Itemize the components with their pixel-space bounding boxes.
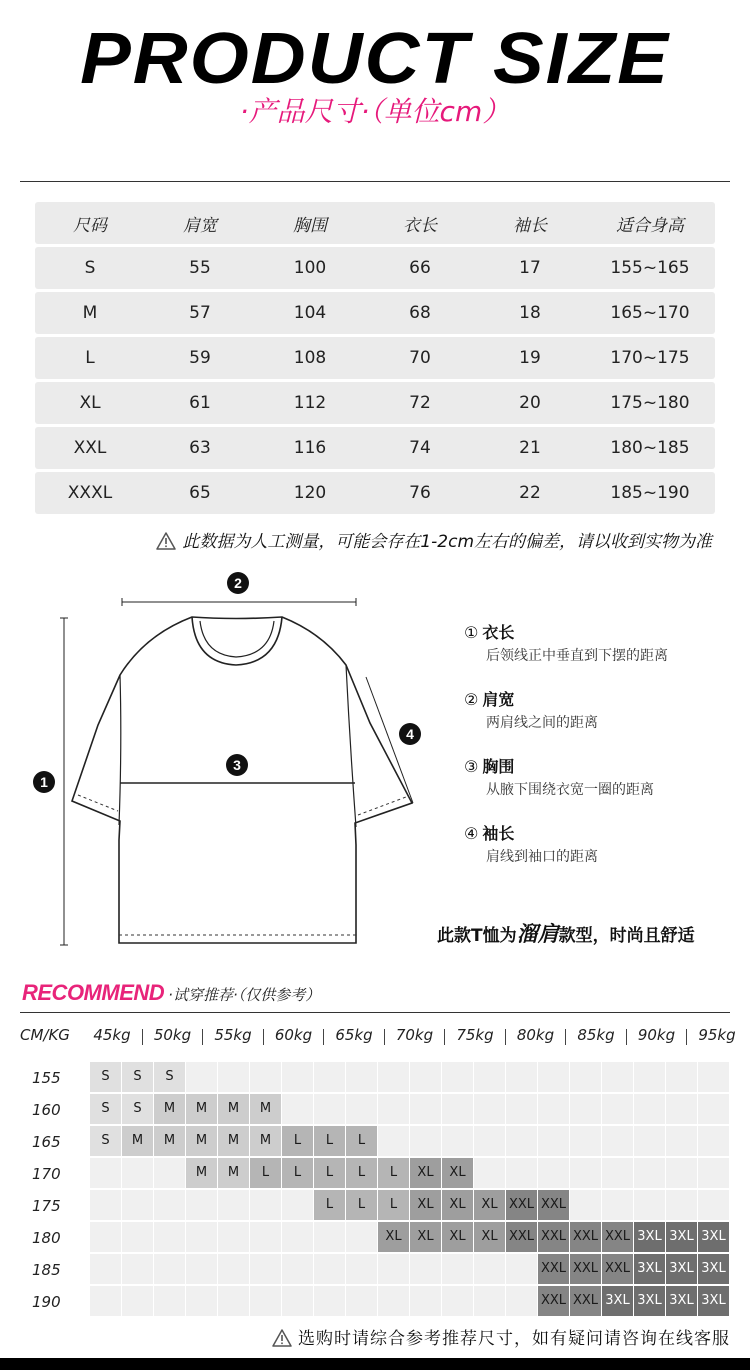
table-cell: 120 bbox=[293, 483, 327, 503]
weight-label: 60kg bbox=[274, 1026, 313, 1044]
grid-cell: XL bbox=[410, 1222, 441, 1252]
svg-text:1: 1 bbox=[40, 774, 48, 790]
grid-cell bbox=[698, 1094, 729, 1124]
table-cell: 65 bbox=[189, 483, 211, 503]
grid-row bbox=[20, 1286, 730, 1316]
grid-row bbox=[20, 1222, 730, 1252]
weight-separator bbox=[626, 1029, 627, 1045]
table-row bbox=[35, 337, 715, 379]
grid-cell bbox=[666, 1094, 697, 1124]
grid-cell bbox=[474, 1126, 505, 1156]
tshirt-outline bbox=[20, 565, 440, 955]
recommend-title: RECOMMEND bbox=[22, 980, 165, 1005]
grid-cell bbox=[602, 1062, 633, 1092]
grid-cell: XL bbox=[410, 1158, 441, 1188]
legend-title: 肩宽 bbox=[482, 690, 515, 709]
grid-cell bbox=[410, 1094, 441, 1124]
grid-cell bbox=[506, 1094, 537, 1124]
grid-cell: L bbox=[378, 1190, 409, 1220]
weight-label: 50kg bbox=[153, 1026, 192, 1044]
height-label: 190 bbox=[32, 1293, 61, 1311]
grid-cell bbox=[474, 1094, 505, 1124]
grid-cell bbox=[346, 1062, 377, 1092]
height-label: 175 bbox=[32, 1197, 61, 1215]
grid-cell bbox=[378, 1094, 409, 1124]
grid-cell: L bbox=[378, 1158, 409, 1188]
grid-cell bbox=[698, 1126, 729, 1156]
weight-label: 95kg bbox=[698, 1026, 736, 1044]
grid-cell bbox=[538, 1126, 569, 1156]
table-cell: 112 bbox=[293, 393, 327, 413]
size-table-header bbox=[35, 202, 715, 244]
grid-cell: M bbox=[122, 1126, 153, 1156]
grid-cell bbox=[538, 1158, 569, 1188]
legend-title: 衣长 bbox=[482, 623, 515, 642]
grid-row bbox=[20, 1190, 730, 1220]
svg-text:3: 3 bbox=[233, 757, 241, 773]
grid-cell: 3XL bbox=[634, 1222, 665, 1252]
grid-cell: XXL bbox=[602, 1254, 633, 1284]
grid-cell bbox=[154, 1286, 185, 1316]
marker-3 bbox=[226, 754, 248, 776]
grid-cell: XXL bbox=[538, 1286, 569, 1316]
grid-cell: 3XL bbox=[666, 1286, 697, 1316]
legend-item bbox=[464, 821, 734, 866]
grid-cell bbox=[634, 1158, 665, 1188]
grid-cell bbox=[346, 1094, 377, 1124]
grid-row bbox=[20, 1094, 730, 1124]
column-header: 袖长 bbox=[513, 215, 547, 236]
grid-cell bbox=[378, 1126, 409, 1156]
grid-cell: XL bbox=[442, 1222, 473, 1252]
grid-cell bbox=[186, 1062, 217, 1092]
corner-label: CM/KG bbox=[20, 1026, 70, 1044]
grid-cell: M bbox=[218, 1094, 249, 1124]
grid-cell bbox=[698, 1190, 729, 1220]
column-header: 衣长 bbox=[403, 215, 437, 236]
grid-cell: XXL bbox=[570, 1222, 601, 1252]
grid-cell bbox=[474, 1254, 505, 1284]
grid-cell bbox=[186, 1254, 217, 1284]
grid-cell bbox=[506, 1254, 537, 1284]
table-row bbox=[35, 247, 715, 289]
grid-cell: L bbox=[314, 1158, 345, 1188]
grid-cell bbox=[410, 1062, 441, 1092]
grid-cell bbox=[250, 1062, 281, 1092]
column-header: 尺码 bbox=[73, 215, 107, 236]
table-cell: 66 bbox=[409, 258, 431, 278]
grid-cell bbox=[218, 1062, 249, 1092]
grid-cell bbox=[442, 1286, 473, 1316]
table-cell: 55 bbox=[189, 258, 211, 278]
grid-cell bbox=[250, 1254, 281, 1284]
weight-separator bbox=[142, 1029, 143, 1045]
grid-cell bbox=[410, 1126, 441, 1156]
size-table bbox=[35, 202, 715, 517]
weight-label: 45kg bbox=[93, 1026, 131, 1044]
grid-cell bbox=[282, 1190, 313, 1220]
grid-cell bbox=[154, 1190, 185, 1220]
legend-item bbox=[464, 687, 734, 732]
weight-separator bbox=[686, 1029, 687, 1045]
height-label: 165 bbox=[32, 1133, 61, 1151]
grid-cell: 3XL bbox=[634, 1286, 665, 1316]
grid-cell: 3XL bbox=[698, 1222, 729, 1252]
table-row bbox=[35, 382, 715, 424]
grid-row bbox=[20, 1126, 730, 1156]
grid-cell bbox=[250, 1222, 281, 1252]
table-cell: 165~170 bbox=[610, 303, 690, 323]
table-cell: 175~180 bbox=[610, 393, 690, 413]
height-label: 155 bbox=[32, 1069, 61, 1087]
measurement-legend bbox=[464, 620, 734, 888]
grid-cell bbox=[186, 1190, 217, 1220]
grid-cell bbox=[314, 1222, 345, 1252]
height-label: 170 bbox=[32, 1165, 61, 1183]
weight-header bbox=[20, 1026, 740, 1050]
grid-cell bbox=[442, 1126, 473, 1156]
grid-cell bbox=[90, 1286, 121, 1316]
grid-cell: S bbox=[90, 1062, 121, 1092]
grid-cell bbox=[570, 1062, 601, 1092]
weight-label: 80kg bbox=[516, 1026, 555, 1044]
divider bbox=[20, 1012, 730, 1013]
marker-1 bbox=[33, 771, 55, 793]
table-cell: 59 bbox=[189, 348, 211, 368]
grid-cell bbox=[314, 1062, 345, 1092]
grid-row bbox=[20, 1062, 730, 1092]
table-cell: L bbox=[85, 348, 95, 368]
grid-cell: M bbox=[186, 1158, 217, 1188]
grid-cell: XL bbox=[442, 1158, 473, 1188]
grid-cell bbox=[634, 1190, 665, 1220]
grid-cell bbox=[378, 1062, 409, 1092]
grid-cell bbox=[250, 1190, 281, 1220]
weight-separator bbox=[323, 1029, 324, 1045]
grid-cell bbox=[506, 1158, 537, 1188]
grid-cell bbox=[122, 1158, 153, 1188]
grid-cell bbox=[506, 1126, 537, 1156]
grid-cell: M bbox=[218, 1158, 249, 1188]
grid-cell bbox=[666, 1190, 697, 1220]
grid-cell bbox=[666, 1126, 697, 1156]
grid-cell bbox=[250, 1286, 281, 1316]
grid-cell bbox=[538, 1094, 569, 1124]
grid-cell bbox=[282, 1222, 313, 1252]
svg-text:4: 4 bbox=[406, 726, 414, 742]
grid-cell bbox=[378, 1286, 409, 1316]
table-cell: 170~175 bbox=[610, 348, 690, 368]
height-label: 160 bbox=[32, 1101, 61, 1119]
bottom-note-text: 选购时请综合参考推荐尺寸，如有疑问请咨询在线客服 bbox=[298, 1329, 730, 1349]
table-cell: XL bbox=[79, 393, 101, 413]
grid-cell bbox=[538, 1062, 569, 1092]
grid-cell bbox=[90, 1222, 121, 1252]
grid-cell bbox=[186, 1286, 217, 1316]
grid-cell bbox=[474, 1286, 505, 1316]
grid-cell bbox=[282, 1254, 313, 1284]
legend-title: 袖长 bbox=[482, 824, 515, 843]
warning-icon bbox=[272, 1329, 292, 1352]
grid-cell: XXL bbox=[506, 1190, 537, 1220]
grid-cell bbox=[218, 1254, 249, 1284]
column-header: 适合身高 bbox=[616, 215, 684, 236]
grid-cell: L bbox=[314, 1126, 345, 1156]
grid-cell: XXL bbox=[538, 1222, 569, 1252]
grid-cell: L bbox=[346, 1158, 377, 1188]
grid-cell: S bbox=[122, 1062, 153, 1092]
grid-cell bbox=[122, 1222, 153, 1252]
grid-cell: XXL bbox=[602, 1222, 633, 1252]
grid-cell bbox=[474, 1062, 505, 1092]
legend-desc: 两肩线之间的距离 bbox=[486, 715, 598, 731]
grid-cell bbox=[602, 1158, 633, 1188]
grid-cell: L bbox=[250, 1158, 281, 1188]
grid-cell bbox=[186, 1222, 217, 1252]
legend-number: ② bbox=[464, 690, 479, 709]
table-cell: 70 bbox=[409, 348, 431, 368]
table-cell: 63 bbox=[189, 438, 211, 458]
table-cell: 74 bbox=[409, 438, 431, 458]
table-cell: 68 bbox=[409, 303, 431, 323]
grid-cell bbox=[602, 1094, 633, 1124]
marker-4 bbox=[399, 723, 421, 745]
column-header: 肩宽 bbox=[183, 215, 217, 236]
grid-cell bbox=[666, 1158, 697, 1188]
table-cell: 76 bbox=[409, 483, 431, 503]
table-cell: 185~190 bbox=[610, 483, 690, 503]
grid-cell bbox=[570, 1190, 601, 1220]
legend-desc: 从腋下围绕衣宽一圈的距离 bbox=[486, 782, 654, 798]
table-cell: 108 bbox=[293, 348, 327, 368]
grid-cell: XXL bbox=[538, 1190, 569, 1220]
footer-bar bbox=[0, 1358, 750, 1370]
grid-cell bbox=[122, 1286, 153, 1316]
grid-row bbox=[20, 1158, 730, 1188]
grid-cell bbox=[122, 1190, 153, 1220]
grid-cell: XXL bbox=[538, 1254, 569, 1284]
grid-cell bbox=[474, 1158, 505, 1188]
grid-cell bbox=[346, 1286, 377, 1316]
grid-cell bbox=[346, 1222, 377, 1252]
table-cell: XXXL bbox=[67, 483, 113, 503]
table-cell: S bbox=[84, 258, 96, 278]
grid-cell: L bbox=[282, 1126, 313, 1156]
divider bbox=[20, 181, 730, 182]
style-note-emphasis: 溜肩 bbox=[516, 922, 559, 946]
table-cell: 180~185 bbox=[610, 438, 690, 458]
grid-cell bbox=[282, 1094, 313, 1124]
grid-cell bbox=[378, 1254, 409, 1284]
grid-cell bbox=[634, 1094, 665, 1124]
legend-number: ④ bbox=[464, 824, 479, 843]
style-note bbox=[437, 918, 695, 948]
grid-cell: 3XL bbox=[698, 1254, 729, 1284]
grid-cell: S bbox=[122, 1094, 153, 1124]
weight-label: 75kg bbox=[456, 1026, 494, 1044]
bottom-note bbox=[0, 1324, 730, 1352]
grid-cell bbox=[570, 1126, 601, 1156]
table-row bbox=[35, 472, 715, 514]
table-row bbox=[35, 427, 715, 469]
height-label: 180 bbox=[32, 1229, 61, 1247]
table-cell: 22 bbox=[519, 483, 541, 503]
legend-number: ③ bbox=[464, 757, 479, 776]
grid-cell bbox=[218, 1222, 249, 1252]
weight-separator bbox=[384, 1029, 385, 1045]
grid-cell: S bbox=[154, 1062, 185, 1092]
table-cell: M bbox=[82, 303, 98, 323]
table-cell: 72 bbox=[409, 393, 431, 413]
grid-cell bbox=[90, 1190, 121, 1220]
column-header: 胸围 bbox=[293, 215, 327, 236]
grid-cell: S bbox=[90, 1094, 121, 1124]
grid-cell: XL bbox=[474, 1222, 505, 1252]
table-cell: 104 bbox=[293, 303, 327, 323]
table-cell: 116 bbox=[293, 438, 327, 458]
grid-cell: S bbox=[90, 1126, 121, 1156]
grid-cell bbox=[90, 1158, 121, 1188]
grid-cell bbox=[442, 1254, 473, 1284]
grid-cell bbox=[570, 1158, 601, 1188]
grid-cell: XXL bbox=[570, 1254, 601, 1284]
weight-separator bbox=[565, 1029, 566, 1045]
grid-cell: M bbox=[154, 1094, 185, 1124]
weight-label: 70kg bbox=[395, 1026, 434, 1044]
grid-cell: L bbox=[346, 1190, 377, 1220]
grid-cell bbox=[570, 1094, 601, 1124]
weight-label: 85kg bbox=[577, 1026, 615, 1044]
table-cell: 155~165 bbox=[610, 258, 690, 278]
table-cell: 19 bbox=[519, 348, 541, 368]
grid-cell: M bbox=[154, 1126, 185, 1156]
table-cell: 100 bbox=[293, 258, 327, 278]
grid-cell: XXL bbox=[506, 1222, 537, 1252]
table-cell: 61 bbox=[189, 393, 211, 413]
grid-cell: 3XL bbox=[666, 1222, 697, 1252]
grid-cell bbox=[346, 1254, 377, 1284]
grid-cell: M bbox=[250, 1126, 281, 1156]
grid-cell: 3XL bbox=[698, 1286, 729, 1316]
grid-cell bbox=[698, 1062, 729, 1092]
grid-cell: M bbox=[186, 1094, 217, 1124]
grid-cell: XL bbox=[410, 1190, 441, 1220]
table-cell: 20 bbox=[519, 393, 541, 413]
grid-cell: 3XL bbox=[666, 1254, 697, 1284]
table-row bbox=[35, 292, 715, 334]
grid-cell bbox=[602, 1190, 633, 1220]
grid-cell bbox=[154, 1254, 185, 1284]
grid-cell bbox=[698, 1158, 729, 1188]
weight-label: 55kg bbox=[214, 1026, 252, 1044]
grid-cell bbox=[218, 1286, 249, 1316]
weight-separator bbox=[263, 1029, 264, 1045]
tshirt-diagram bbox=[20, 565, 440, 955]
marker-2 bbox=[227, 572, 249, 594]
weight-separator bbox=[202, 1029, 203, 1045]
grid-cell bbox=[122, 1254, 153, 1284]
legend-item bbox=[464, 620, 734, 665]
table-cell: 18 bbox=[519, 303, 541, 323]
table-cell: XXL bbox=[73, 438, 107, 458]
grid-cell: M bbox=[250, 1094, 281, 1124]
grid-cell: XL bbox=[474, 1190, 505, 1220]
grid-cell: L bbox=[282, 1158, 313, 1188]
weight-label: 90kg bbox=[637, 1026, 676, 1044]
grid-cell: 3XL bbox=[602, 1286, 633, 1316]
grid-cell: XL bbox=[442, 1190, 473, 1220]
grid-cell bbox=[154, 1158, 185, 1188]
grid-cell bbox=[314, 1286, 345, 1316]
grid-cell bbox=[410, 1254, 441, 1284]
legend-number: ① bbox=[464, 623, 479, 642]
table-cell: 57 bbox=[189, 303, 211, 323]
table-cell: 17 bbox=[519, 258, 541, 278]
page-subtitle: ·产品尺寸·（单位cm） bbox=[239, 95, 511, 128]
measurement-note bbox=[0, 527, 712, 555]
legend-item bbox=[464, 754, 734, 799]
style-note-prefix: 此款T恤为 bbox=[437, 926, 517, 946]
weight-separator bbox=[444, 1029, 445, 1045]
grid-cell bbox=[314, 1254, 345, 1284]
grid-cell bbox=[154, 1222, 185, 1252]
legend-desc: 后领线正中垂直到下摆的距离 bbox=[486, 648, 668, 664]
grid-cell: XL bbox=[378, 1222, 409, 1252]
legend-title: 胸围 bbox=[482, 757, 515, 776]
grid-cell bbox=[602, 1126, 633, 1156]
grid-cell bbox=[666, 1062, 697, 1092]
weight-label: 65kg bbox=[335, 1026, 373, 1044]
recommend-heading bbox=[22, 980, 320, 1006]
grid-cell: XXL bbox=[570, 1286, 601, 1316]
grid-cell: M bbox=[218, 1126, 249, 1156]
grid-cell bbox=[410, 1286, 441, 1316]
measurement-note-text: 此数据为人工测量，可能会存在1-2cm左右的偏差，请以收到实物为准 bbox=[182, 532, 712, 552]
recommend-subtitle: ·试穿推荐·（仅供参考） bbox=[168, 986, 321, 1004]
grid-cell bbox=[90, 1254, 121, 1284]
grid-cell bbox=[282, 1062, 313, 1092]
grid-cell bbox=[442, 1094, 473, 1124]
grid-cell: L bbox=[314, 1190, 345, 1220]
svg-text:2: 2 bbox=[234, 575, 242, 591]
grid-cell: M bbox=[186, 1126, 217, 1156]
grid-cell bbox=[314, 1094, 345, 1124]
style-note-suffix: 款型，时尚且舒适 bbox=[558, 926, 695, 946]
grid-cell bbox=[506, 1062, 537, 1092]
legend-desc: 肩线到袖口的距离 bbox=[486, 849, 598, 865]
height-label: 185 bbox=[32, 1261, 61, 1279]
grid-row bbox=[20, 1254, 730, 1284]
weight-separator bbox=[505, 1029, 506, 1045]
grid-cell bbox=[634, 1126, 665, 1156]
grid-cell: 3XL bbox=[634, 1254, 665, 1284]
grid-cell bbox=[442, 1062, 473, 1092]
grid-cell bbox=[506, 1286, 537, 1316]
grid-cell bbox=[282, 1286, 313, 1316]
grid-cell: L bbox=[346, 1126, 377, 1156]
warning-icon bbox=[156, 532, 176, 555]
page-title: PRODUCT SIZE bbox=[80, 18, 670, 99]
table-cell: 21 bbox=[519, 438, 541, 458]
grid-cell bbox=[218, 1190, 249, 1220]
grid-cell bbox=[634, 1062, 665, 1092]
